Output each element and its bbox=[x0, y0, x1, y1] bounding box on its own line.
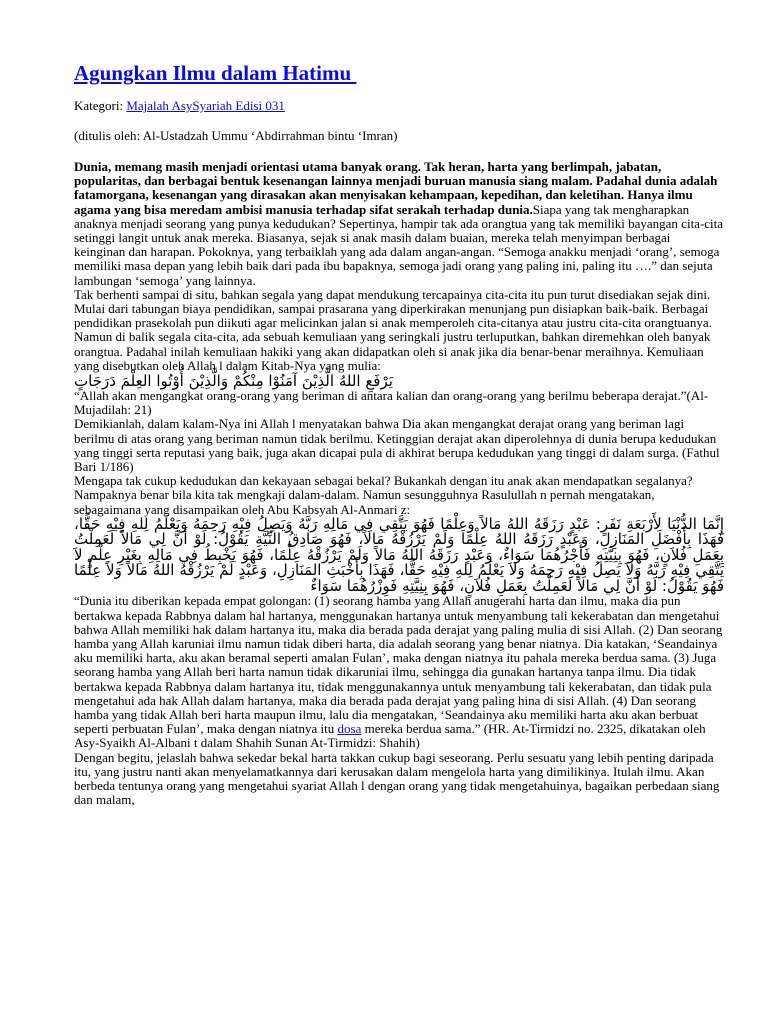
hadith-translation bbox=[74, 594, 724, 750]
paragraph: Mengapa tak cukup kedudukan dan kekayaan sebagai bekal? Bukankah dengan itu anak akan mendapatkan segalanya? Nampaknya benar bila kita tak mengkaji dalam-dalam. Namun sesungguhnya Rasulullah n pernah mengatakan, sebagaimana yang disampaikan oleh Abu Kabsyah Al-Anmari z: bbox=[74, 473, 693, 517]
paragraph: Tak berhenti sampai di situ, bahkan segala yang dapat mendukung tercapainya cita-cita itu pun turut disediakan sejak dini. Mulai dari tabungan biaya pendidikan, sampai prasarana yang diperkirakan menunjang pun disiapkan baik-baik. Berbagai pendidikan prasekolah pun diikuti agar melicinkan jalan si anak memperoleh cita-citanya atau justru cita-cita orangtuanya. bbox=[74, 286, 712, 331]
dosa-link[interactable]: dosa bbox=[337, 721, 362, 737]
article-body bbox=[74, 160, 724, 807]
category-line bbox=[74, 98, 285, 114]
hadith-arabic: إِنَّمَا الدُّنْيَا لِأَرْبَعَةِ نَفَرٍ: عَبْدٍ رَزَقَهُ اللهُ مَالاً وَعِلْمًا فَهُوَ يَتَّقِي فِي مَالِهِ رَبَّهُ وَيَصِلُ فِيْهِ رَحِمَهُ وَيَعْلَمُ لِلهِ فِيْهِ حَقًّا، فَهَذَا بِأَفْضَلِ المَنَازِلِ، وَعَبْدٍ رَزَقَهُ اللهُ عِلْمًا وَلَمْ يَرْزُقْهُ مَالاً، فَهُوَ صَادِقُ النِّيَّةِ يَقُوْلُ: لَوْ أَنَّ لِي مَالاً لَعَمِلْتُ بِعَمَلِ فُلاَنٍ، فَهُوَ بِنِيَّتِهِ فَأَجْرُهُمَا سَوَاءٌ، وَعَبْدٍ رَزَقَهُ اللهُ مَالاً وَلَمْ يَرْزُقْهُ عِلْمًا، فَهُوَ يَخْبِطُ فِي مَالِهِ بِغَيْرِ عِلْمٍ لاَ يَتَّقِي فِيْهِ رَبَّهُ وَلاَ يَصِلُ فِيْهِ رَحِمَهُ وَلاَ يَعْلَمُ لِلهِ فِيْهِ حَقًّا، فَهَذَا بِأَخْبَثِ المَنَازِلِ، وَعَبْدٍ لَمْ يَرْزُقْهُ اللهُ مَالاً وَلاَ عِلْمًا فَهُوَ يَقُوْلُ: لَوْ أَنَّ لِي مَالاً لَعَمِلْتُ بِعَمَلِ فُلاَنٍ، فَهُوَ بِنِيَّتِهِ فَوِزْرُهُمَا سَوَاءٌ bbox=[74, 514, 724, 595]
author-byline: (ditulis oleh: Al-Ustadzah Ummu ‘Abdirrahman bintu ‘Imran) bbox=[74, 128, 398, 143]
paragraph-intro bbox=[74, 160, 724, 288]
intro-bold-text: Dunia, memang masih menjadi orientasi utama banyak orang. Tak heran, harta yang berlimpah, jabatan, popularitas, dan berbagai bentuk kesenangan lainnya menjadi buruan manusia siang malam. Padahal dunia adalah fatamorgana, kesenangan yang dirasakan akan menyisakan kehampaan, kepedihan, dan keletihan. Hanya ilmu agama yang bisa meredam ambisi manusia terhadap sifat serakah terhadap dunia. bbox=[74, 159, 718, 217]
category-link[interactable]: Majalah AsySyariah Edisi 031 bbox=[126, 98, 285, 113]
paragraph: Namun di balik segala cita-cita, ada sebuah kemuliaan yang seringkali justru terluputkan, bahkan diremehkan oleh banyak orangtua. Padahal inilah kemuliaan hakiki yang akan didapatkan oleh si anak jika dia benar-benar meraihnya. Kemuliaan yang disebutkan oleh Allah l dalam Kitab-Nya yang mulia: bbox=[74, 329, 711, 373]
verse-translation: “Allah akan mengangkat orang-orang yang beriman di antara kalian dan orang-orang yang berilmu beberapa derajat.”(Al-Mujadilah: 21) bbox=[74, 388, 709, 418]
hadith-translation-text: “Dunia itu diberikan kepada empat golongan: (1) seorang hamba yang Allah anugerahi harta dan ilmu, maka dia pun bertakwa kepada Rabbnya dalam hal hartanya, menggunakan hartanya untuk menyambung tali kekerabatan dan mengetahui bahwa Allah memiliki hak dalam hartanya itu, maka dia berada pada derajat yang paling mulia di sisi Allah. (2) Dan seorang hamba yang Allah karuniai ilmu namun tidak diberi harta, dia adalah seorang yang benar niatnya. Dia katakan, ‘Seandainya aku memiliki harta, aku akan beramal seperti amalan Fulan’, maka dengan niatnya itu pahala mereka berdua sama. (3) Juga seorang hamba yang Allah beri harta namun tidak dikaruniai ilmu, sehingga dia gunakan hartanya tanpa ilmu. Dia tidak bertakwa kepada Rabbnya dalam hartanya itu, tidak menggunakannya untuk menyambung tali kekerabatan, dan tidak pula mengetahui ada hak Allah dalam hartanya, maka dia berada pada derajat yang paling hina di sisi Allah. (4) Dan seorang hamba yang tidak Allah beri harta maupun ilmu, lalu dia mengatakan, ‘Seandainya aku memiliki harta aku akan berbuat seperti perbuatan Fulan’, maka dengan niatnya itu bbox=[74, 593, 723, 737]
article-title-link[interactable]: Agungkan Ilmu dalam Hatimu bbox=[74, 61, 357, 85]
quran-verse-arabic: يَرْفَعِ اللهُ الَّذِيْنَ آمَنُوْا مِنْكُمْ وَالَّذِيْنَ أُوْتُوا العِلْمَ دَرَجَاتٍ bbox=[74, 372, 393, 391]
paragraph: Dengan begitu, jelaslah bahwa sekedar bekal harta takkan cukup bagi seseorang. Perlu sesuatu yang lebih penting daripada itu, yang justru nanti akan menyelamatkannya dari kerusakan dalam mengelola harta yang dimilikinya. Itulah ilmu. Akan berbeda tentunya orang yang mengetahui syariat Allah l dengan orang yang tidak mengetahuinya, bagaikan perbedaan siang dan malam, bbox=[74, 749, 720, 808]
category-label: Kategori: bbox=[74, 98, 127, 113]
intro-text: Siapa yang tak mengharapkan anaknya menjadi seorang yang punya kedudukan? Sepertinya, hampir tak ada orangtua yang tak memiliki bayangan cita-cita setinggi langit untuk anak mereka. Biasanya, sejak si anak masih dalam buaian, mereka telah menyimpan berbagai keinginan dan harapan. Pokoknya, yang terbaiklah yang ada dalam angan-angan. “Semoga anakku menjadi ‘orang’, semoga memiliki masa depan yang lebih baik dari pada ibu bapaknya, semoga jadi orang yang paling ini, paling itu ….” dan sejuta lambungan ‘semoga’ yang lainnya. bbox=[74, 201, 724, 288]
paragraph: Demikianlah, dalam kalam-Nya ini Allah l menyatakan bahwa Dia akan mengangkat derajat orang yang beriman lagi berilmu di atas orang yang beriman namun tidak berilmu. Ketinggian derajat akan diperolehnya di dunia berupa kedudukan yang tinggi serta reputasi yang baik, juga akan dicapai pula di akhirat berupa kedudukan yang tinggi di dalam surga. (Fathul Bari 1/186) bbox=[74, 416, 720, 475]
hadith-source-text: mereka berdua sama.” (HR. At-Tirmidzi no. 2325, dikatakan oleh Asy-Syaikh Al-Albani t dalam Shahih Sunan At-Tirmidzi: Shahih) bbox=[74, 721, 706, 751]
